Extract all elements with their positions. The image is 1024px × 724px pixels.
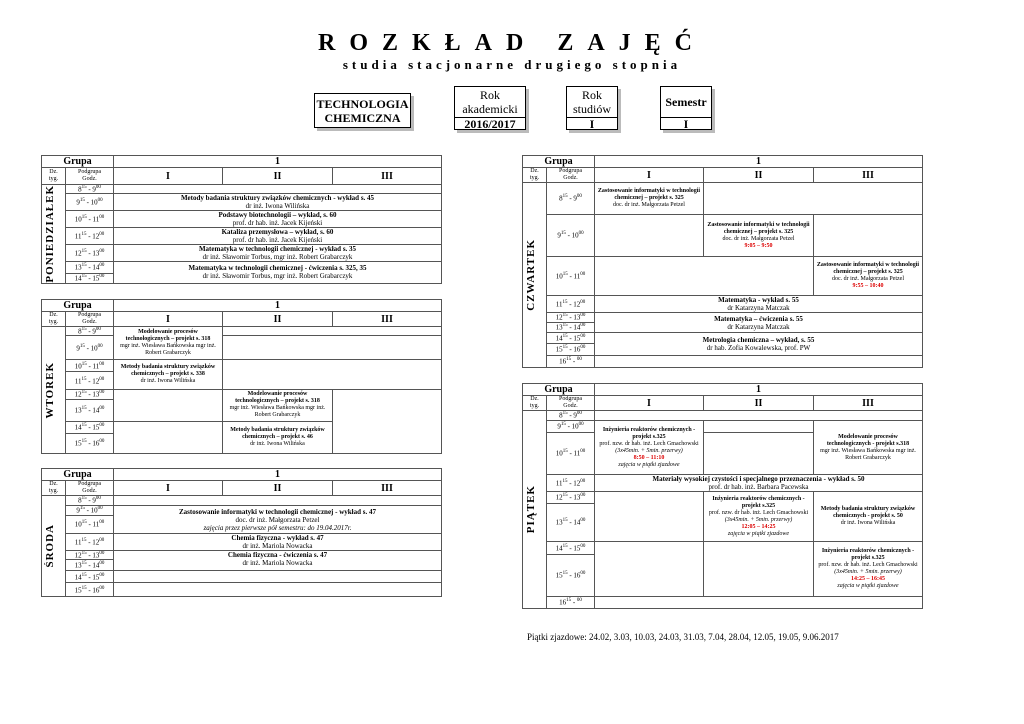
hour-slot: $13^{15} - 14^{00}$	[66, 560, 114, 571]
class-entry: Chemia fizyczna - ćwiczenia s. 47 dr inż. Mariola Nowacka	[114, 551, 442, 571]
page-title: ROZKŁAD ZAJĘĆ	[317, 30, 707, 56]
day-cell	[42, 185, 66, 284]
empty-slot	[595, 542, 704, 597]
empty-slot	[814, 215, 923, 257]
hour-slot: $11^{15} - 12^{00}$	[547, 475, 595, 492]
semester-value: I	[661, 117, 711, 131]
hour-slot: $11^{15} - 12^{00}$	[66, 534, 114, 551]
study-year-label: Rok studiów	[572, 88, 611, 116]
empty-slot	[704, 542, 814, 597]
academic-year-box	[454, 86, 526, 130]
empty-slot	[114, 185, 442, 194]
subgroup-2: II	[223, 168, 333, 185]
empty-slot	[223, 336, 442, 360]
subgroup-header	[547, 396, 595, 411]
group-header: Grupa	[42, 300, 114, 312]
group-header: Grupa	[42, 469, 114, 481]
hour-slot: $8^{15} - 9^{00}$	[66, 327, 114, 336]
subgroup-1: I	[595, 396, 704, 411]
class-entry: Matematyka w technologii chemicznej - wykład s. 35 dr inż. Sławomir Torbus, mgr inż. Robert Grabarczyk	[114, 245, 442, 262]
hour-slot: $12^{15} - 13^{00}$	[66, 245, 114, 262]
subgroup-3: III	[814, 396, 923, 411]
hour-slot: $14^{15} - 15^{00}$	[547, 333, 595, 344]
empty-slot	[704, 421, 814, 433]
hour-slot: $9^{15} - 10^{00}$	[547, 215, 595, 257]
class-entry: Metrologia chemiczna – wykład, s. 55 dr hab. Zofia Kowalewska, prof. PW	[595, 333, 923, 356]
subgroup-1: I	[114, 168, 223, 185]
hour-slot: $8^{15} - 9^{00}$	[547, 411, 595, 421]
subgroup-2: II	[223, 481, 333, 496]
schedule-friday	[522, 383, 923, 609]
class-entry: Materiały wysokiej czystości i specjalnego przeznaczenia - wykład s. 50 prof. dr hab. inż. Barbara Pacewska	[595, 475, 923, 492]
group-header: Grupa	[523, 384, 595, 396]
class-entry: Zastosowanie informatyki w technologii chemicznej – projekt s. 325 doc. dr inż. Małgorzata Petzel 9:05 – 9:50	[704, 215, 814, 257]
subgroup-3: III	[333, 481, 442, 496]
class-entry: Metody badania struktury związków chemicznych – projekt s. 338 dr inż. Iwona Wilińska	[114, 360, 223, 390]
class-entry: Modelowanie procesów technologicznych – projekt s. 318 mgr inż. Wiesława Bańkowska mgr inż. Robert Grabarczyk	[114, 327, 223, 360]
hour-slot: $10^{15} - 11^{00}$	[66, 211, 114, 228]
day-label: WTOREK	[44, 361, 56, 419]
class-entry: Zastosowanie informatyki w technologii chemicznej – projekt s. 325 doc. dr inż. Małgorzata Petzel 9:55 – 10:40	[814, 257, 923, 296]
group-number: 1	[114, 300, 442, 312]
hour-label: Godz.	[82, 319, 97, 325]
hour-slot: $9^{15} - 10^{00}$	[66, 336, 114, 360]
day-col-header: Dz. tyg.	[42, 481, 66, 496]
class-entry: Inżynieria reaktorów chemicznych - projekt s.325 prof. nzw. dr hab. inż. Lech Gmachowski (3x45min. + 5min. przerwy) 8:50 – 11:10 zajęcia w piątki zjazdowe	[595, 421, 704, 475]
day-cell	[42, 496, 66, 597]
subgroup-label: Podgrupa	[78, 312, 101, 318]
class-entry: Metody badania struktury związków chemicznych - projekt s. 50 dr inż. Iwona Wilińska	[814, 492, 923, 542]
class-entry: Podstawy biotechnologii – wykład, s. 60 prof. dr hab. inż. Jacek Kijeński	[114, 211, 442, 228]
hour-slot: $11^{15} - 12^{00}$	[66, 228, 114, 245]
hour-slot: $9^{15} - 10^{00}$	[66, 194, 114, 211]
hour-slot: $12^{15} - 13^{00}$	[66, 390, 114, 399]
class-entry: Zastosowanie informatyki w technologii chemicznej – projekt s. 325 doc. dr inż. Małgorzata Petzel	[595, 183, 704, 215]
hour-slot: $12^{15} - 13^{00}$	[66, 551, 114, 560]
class-entry: Modelowanie procesów technologicznych - projekt s.318 mgr inż. Wiesława Bańkowska mgr inż. Robert Grabarczyk	[814, 421, 923, 475]
subgroup-3: III	[814, 168, 923, 183]
subgroup-3: III	[333, 168, 442, 185]
subgroup-header	[66, 481, 114, 496]
subgroup-label: Podgrupa	[559, 396, 582, 402]
hour-slot: $16^{15} - ^{00}$	[547, 597, 595, 609]
hour-slot: $9^{15} - 10^{00}$	[66, 506, 114, 516]
subgroup-label: Podgrupa	[78, 169, 101, 175]
day-col-header: Dz. tyg.	[42, 312, 66, 327]
empty-slot	[114, 571, 442, 583]
schedule-monday	[41, 155, 442, 284]
subgroup-header	[66, 168, 114, 185]
hour-slot: $13^{15} - 14^{00}$	[547, 504, 595, 542]
empty-slot	[704, 433, 814, 475]
empty-slot	[595, 492, 704, 542]
schedule-thursday	[522, 155, 923, 368]
group-number: 1	[114, 156, 442, 168]
day-label: CZWARTEK	[525, 239, 537, 311]
empty-slot	[595, 597, 923, 609]
empty-slot	[114, 496, 442, 506]
page-subtitle: studia stacjonarne drugiego stopnia	[342, 57, 682, 72]
subgroup-header	[66, 312, 114, 327]
hour-label: Godz.	[82, 176, 97, 182]
empty-slot	[114, 421, 223, 453]
hour-slot: $11^{15} - 12^{00}$	[547, 296, 595, 313]
hour-slot: $8^{15} - 9^{00}$	[66, 185, 114, 194]
hour-slot: $10^{15} - 11^{00}$	[66, 360, 114, 372]
subgroup-2: II	[223, 312, 333, 327]
hour-label: Godz.	[82, 488, 97, 494]
hour-slot: $15^{15} - 16^{00}$	[547, 344, 595, 356]
hour-slot: $15^{15} - 16^{00}$	[547, 555, 595, 597]
class-entry: Matematyka w technologii chemicznej - ćwiczenia s. 325, 35 dr inż. Sławomir Torbus, mgr inż. Robert Grabarczyk	[114, 262, 442, 283]
study-year-value: I	[567, 117, 617, 131]
field-of-study-box	[314, 93, 411, 128]
subgroup-2: II	[704, 396, 814, 411]
hour-slot: $14^{15} - 15^{00}$	[547, 542, 595, 555]
hour-slot: $10^{15} - 11^{00}$	[66, 516, 114, 534]
day-label: ŚRODA	[44, 524, 56, 568]
study-year-box	[566, 86, 618, 130]
class-entry: Zastosowanie informatyki w technologii chemicznej - wykład s. 47 doc. dr inż. Małgorzata Petzel zajęcia przez pierwsze pół semestru: do 19.04.2017r.	[114, 506, 442, 534]
hour-slot: $10^{15} - 11^{00}$	[547, 257, 595, 296]
subgroup-label: Podgrupa	[559, 168, 582, 174]
hour-slot: $15^{15} - 16^{00}$	[66, 433, 114, 453]
field-of-study: TECHNOLOGIA CHEMICZNA	[316, 97, 409, 125]
empty-slot	[223, 327, 442, 336]
class-entry: Matematyka - wykład s. 55 dr Katarzyna Matczak	[595, 296, 923, 313]
class-entry: Inżynieria reaktorów chemicznych - projekt s.325 prof. nzw. dr hab. inż. Lech Gmachowski (3x45min. + 5min. przerwy) 14:25 – 16:45 zajęcia w piątki zjazdowe	[814, 542, 923, 597]
subgroup-1: I	[114, 312, 223, 327]
subgroup-1: I	[595, 168, 704, 183]
group-number: 1	[595, 384, 923, 396]
hour-slot: $12^{15} - 13^{00}$	[547, 492, 595, 504]
hour-slot: $16^{15} - ^{00}$	[547, 356, 595, 368]
class-entry: Chemia fizyczna - wykład s. 47 dr inż. Mariola Nowacka	[114, 534, 442, 551]
hour-slot: $15^{15} - 16^{00}$	[66, 583, 114, 597]
schedule-tuesday	[41, 299, 442, 454]
empty-slot	[223, 360, 442, 390]
hour-slot: $14^{15} - 15^{00}$	[66, 273, 114, 283]
subgroup-header	[547, 168, 595, 183]
subgroup-3: III	[333, 312, 442, 327]
academic-year-label: Rok akademicki	[462, 88, 518, 116]
hour-label: Godz.	[563, 403, 578, 409]
subgroup-2: II	[704, 168, 814, 183]
hour-slot: $9^{15} - 10^{00}$	[547, 421, 595, 433]
class-entry: Metody badania struktury związków chemicznych - wykład s. 45 dr inż. Iwona Wilińska	[114, 194, 442, 211]
empty-slot	[595, 411, 923, 421]
empty-slot	[704, 183, 923, 215]
group-header: Grupa	[523, 156, 595, 168]
hour-slot: $13^{15} - 14^{00}$	[66, 399, 114, 421]
hour-slot: $13^{15} - 14^{00}$	[547, 323, 595, 333]
class-entry: Modelowanie procesów technologicznych – projekt s. 318 mgr inż. Wiesława Bańkowska mgr inż. Robert Grabarczyk	[223, 390, 333, 421]
hour-slot: $14^{15} - 15^{00}$	[66, 421, 114, 433]
subgroup-label: Podgrupa	[78, 481, 101, 487]
hour-slot: $8^{15} - 9^{00}$	[66, 496, 114, 506]
semester-label: Semestr	[665, 95, 707, 109]
subgroup-1: I	[114, 481, 223, 496]
empty-slot	[595, 257, 814, 296]
day-col-header: Dz. tyg.	[42, 168, 66, 185]
hour-slot: $11^{15} - 12^{00}$	[66, 372, 114, 390]
empty-slot	[333, 390, 442, 453]
class-entry: Metody badania struktury związków chemicznych – projekt s. 46 dr inż. Iwona Wilińska	[223, 421, 333, 453]
day-col-header: Dz. tyg.	[523, 396, 547, 411]
empty-slot	[595, 215, 704, 257]
class-entry: Matematyka – ćwiczenia s. 55 dr Katarzyna Matczak	[595, 313, 923, 333]
schedule-wednesday	[41, 468, 442, 597]
hour-slot: $13^{15} - 14^{00}$	[66, 262, 114, 273]
semester-box	[660, 86, 712, 130]
hour-slot: $10^{15} - 11^{00}$	[547, 433, 595, 475]
hour-label: Godz.	[563, 175, 578, 181]
class-entry: Inżynieria reaktorów chemicznych - projekt s.325 prof. nzw. dr hab. inż. Lech Gmachowski (3x45min. + 5min. przerwy) 12:05 – 14:25 zajęcia w piątki zjazdowe	[704, 492, 814, 542]
empty-slot	[595, 356, 923, 368]
empty-slot	[114, 390, 223, 421]
footnote-fridays: Piątki zjazdowe: 24.02, 3.03, 10.03, 24.03, 31.03, 7.04, 28.04, 12.05, 19.05, 9.06.2017	[527, 632, 839, 642]
day-label: PONIEDZIAŁEK	[44, 185, 56, 283]
day-label: PIĄTEK	[525, 485, 537, 534]
group-number: 1	[595, 156, 923, 168]
hour-slot: $12^{15} - 13^{00}$	[547, 313, 595, 323]
day-cell	[42, 327, 66, 454]
hour-slot: $14^{15} - 15^{00}$	[66, 571, 114, 583]
academic-year-value: 2016/2017	[455, 117, 525, 131]
day-col-header: Dz. tyg.	[523, 168, 547, 183]
day-cell	[523, 411, 547, 609]
group-number: 1	[114, 469, 442, 481]
hour-slot: $8^{15} - 9^{00}$	[547, 183, 595, 215]
empty-slot	[114, 583, 442, 597]
group-header: Grupa	[42, 156, 114, 168]
day-cell	[523, 183, 547, 368]
class-entry: Kataliza przemysłowa – wykład, s. 60 prof. dr hab. inż. Jacek Kijeński	[114, 228, 442, 245]
